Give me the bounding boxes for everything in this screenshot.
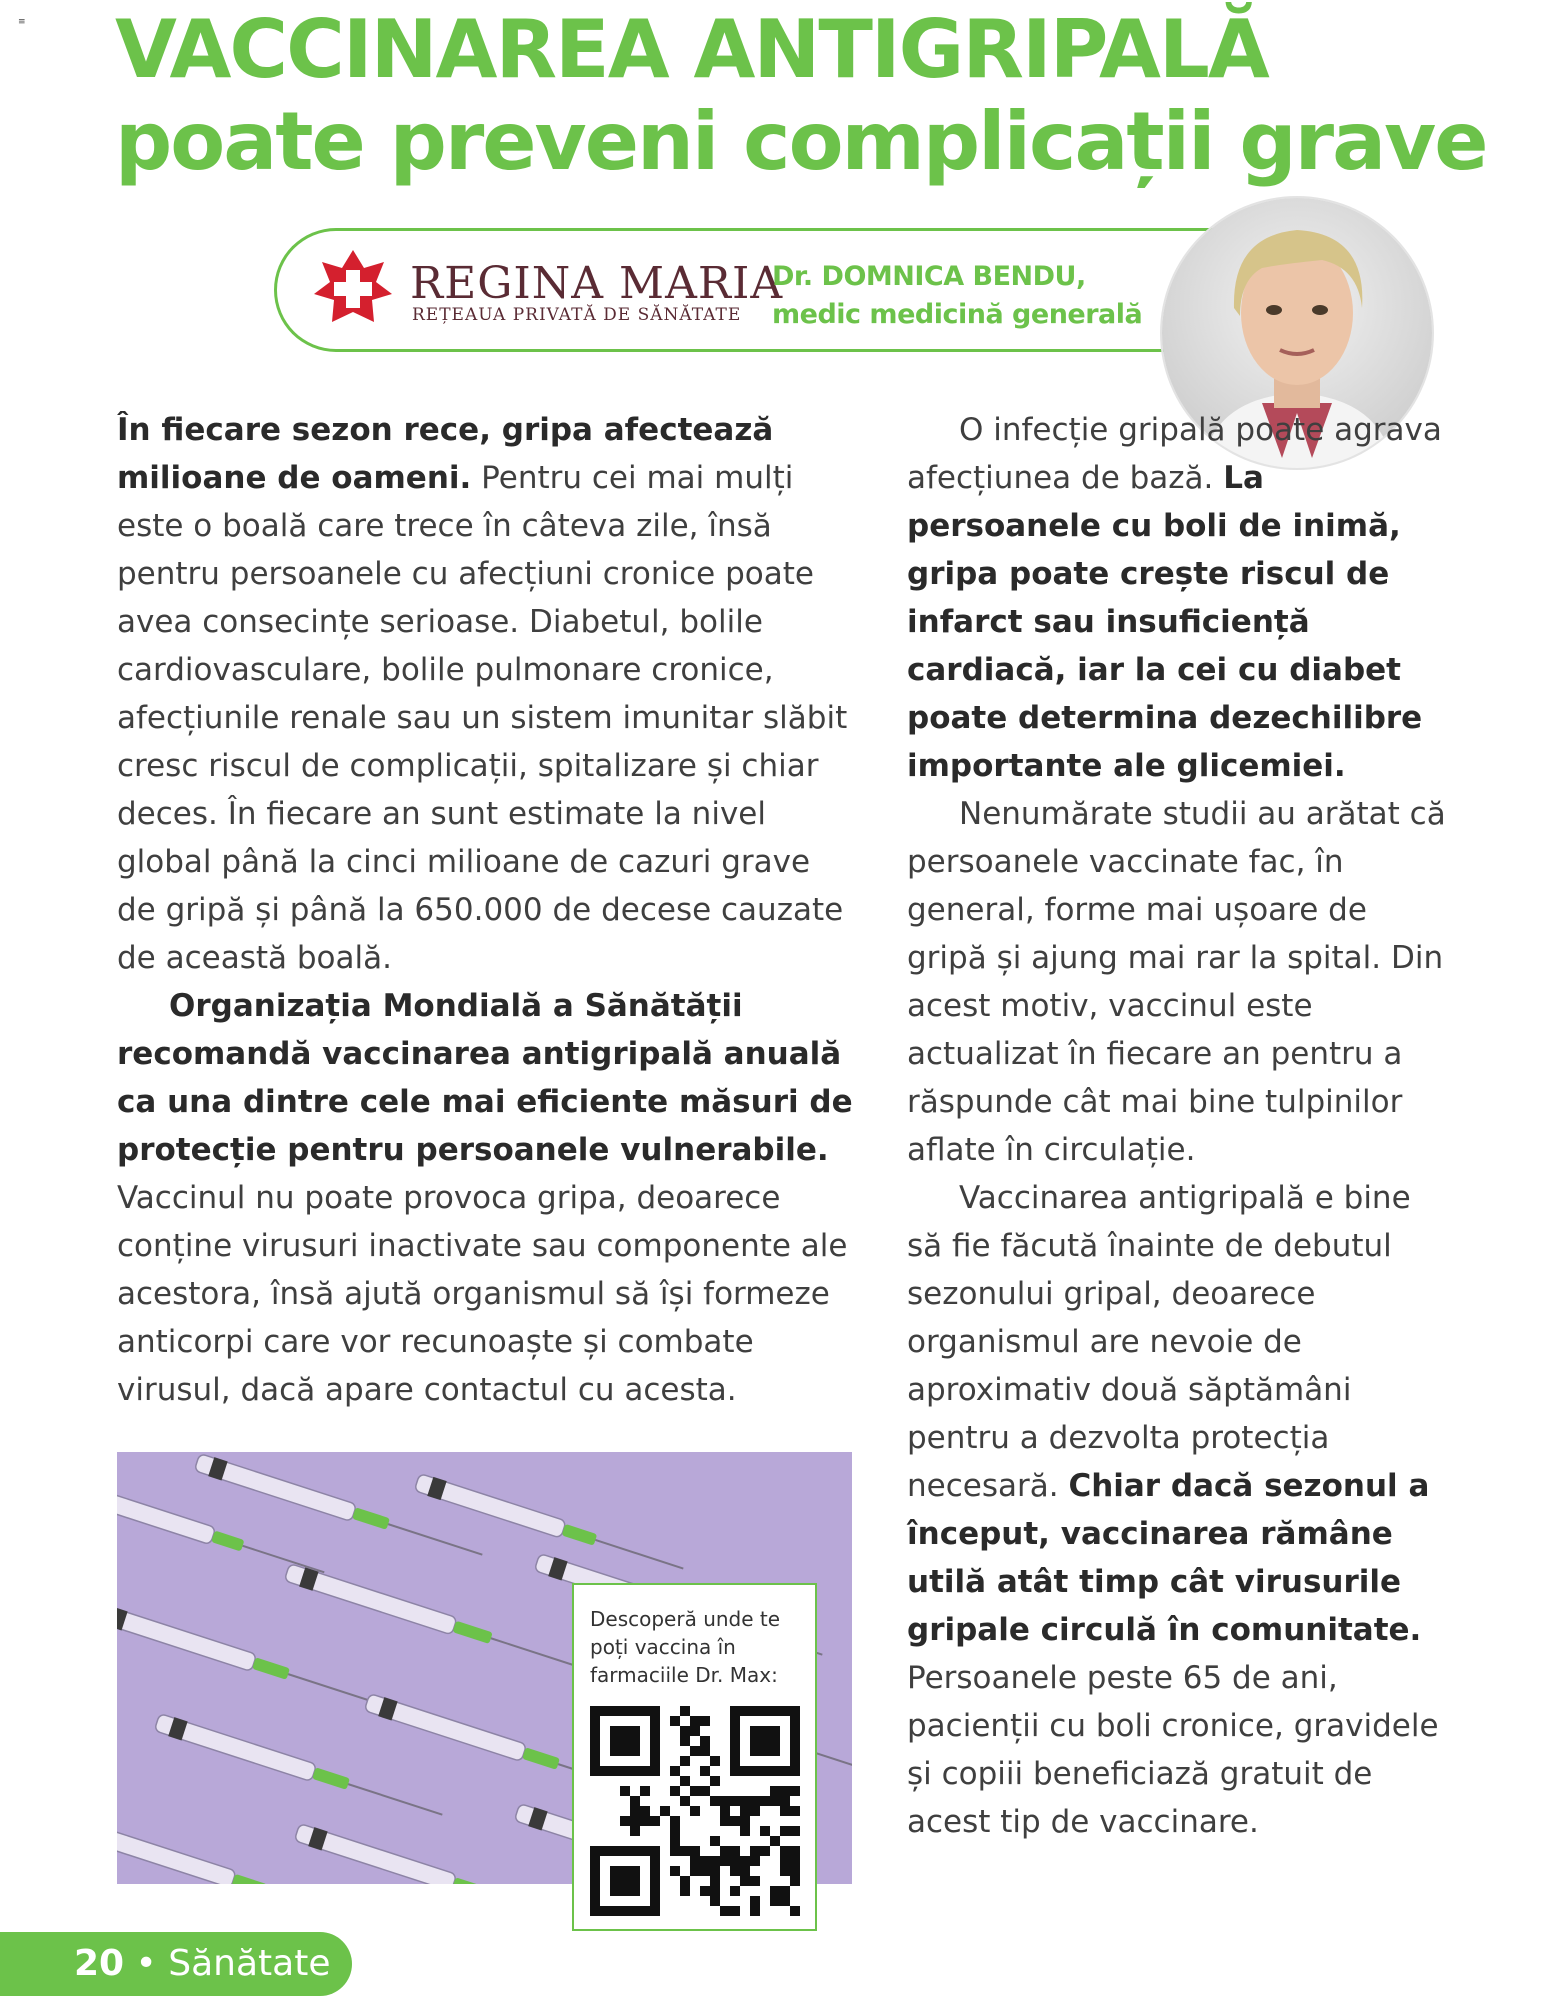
paragraph-text: Persoanele peste 65 de ani, pacienții cu boli cronice, gravidele și copiii beneficiază gratuit de acest tip de vaccinare. — [907, 1660, 1439, 1840]
left-column — [117, 406, 857, 1414]
paragraph-text: O infecție gripală poate agrava afecțiunea de bază. — [907, 412, 1442, 496]
paragraph-bold: La persoanele cu boli de inimă, gripa poate crește riscul de infarct sau insuficiență cardiacă, iar la cei cu diabet poate determina dezechilibre importante ale glicemiei. — [907, 460, 1423, 784]
author-name: Dr. DOMNICA BENDU, — [772, 261, 1086, 292]
paragraph-text: Vaccinul nu poate provoca gripa, deoarece conține virusuri inactivate sau componente ale acestora, însă ajută organismul să își formeze anticorpi care vor recunoaște și combate virusul, dacă apare contactul cu acesta. — [117, 1180, 848, 1408]
title-line-2: poate preveni complicații grave — [115, 95, 1487, 188]
qr-callout[interactable] — [572, 1583, 817, 1931]
page-footer — [74, 1942, 330, 1986]
qr-code-icon[interactable] — [590, 1706, 800, 1916]
paragraph-bold: Chiar dacă sezonul a început, vaccinarea rămâne utilă atât timp cât virusurile gripale circulă în comunitate. — [907, 1468, 1430, 1648]
section-name: Sănătate — [168, 1943, 331, 1984]
paragraph-text: Vaccinarea antigripală e bine să fie făcută înainte de debutul sezonului gripal, deoarece organismul are nevoie de aproximativ două săptămâni pentru a dezvolta protecția necesară. — [907, 1180, 1411, 1504]
footer-separator: • — [124, 1943, 169, 1984]
paragraph — [117, 982, 857, 1414]
paragraph — [117, 406, 857, 982]
page-number: 20 — [74, 1943, 125, 1984]
regina-maria-cross-icon — [312, 248, 394, 330]
paragraph — [907, 790, 1447, 1174]
brand-name: REGINA MARIA — [410, 258, 784, 309]
paragraph-text: Nenumărate studii au arătat că persoanele vaccinate fac, în general, forme mai ușoare de gripă și ajung mai rar la spital. Din acest motiv, vaccinul este actualizat în fiecare an pentru a răspunde cât mai bine tulpinilor aflate în circulație. — [907, 796, 1446, 1168]
menu-icon: ≡ — [18, 17, 26, 27]
author-role: medic medicină generală — [772, 299, 1143, 330]
paragraph — [907, 1174, 1447, 1846]
qr-caption: Descoperă unde te poți vaccina în farmaciile Dr. Max: — [590, 1607, 781, 1687]
author-credit — [772, 258, 1142, 334]
paragraph-lead-bold: În fiecare sezon rece, gripa afectează milioane de oameni. — [117, 412, 774, 496]
paragraph-lead-bold: Organizația Mondială a Sănătății recomandă vaccinarea antigripală anuală ca una dintre cele mai eficiente măsuri de protecție pentru persoanele vulnerabile. — [117, 988, 853, 1168]
paragraph-text: Pentru cei mai mulți este o boală care trece în câteva zile, însă pentru persoanele cu afecțiuni cronice poate avea consecințe serioase. Diabetul, bolile cardiovasculare, bolile pulmonare cronice, afecțiunile renale sau un sistem imunitar slăbit cresc riscul de complicații, spitalizare și chiar deces. În fiecare an sunt estimate la nivel global până la cinci milioane de cazuri grave de gripă și până la 650.000 de decese cauzate de această boală. — [117, 460, 848, 976]
title-line-1: VACCINAREA ANTIGRIPALĂ — [115, 3, 1268, 96]
article-title — [115, 4, 1486, 188]
brand-tagline: REȚEAUA PRIVATĂ DE SĂNĂTATE — [412, 305, 742, 325]
paragraph — [907, 406, 1447, 790]
right-column — [907, 406, 1447, 1846]
